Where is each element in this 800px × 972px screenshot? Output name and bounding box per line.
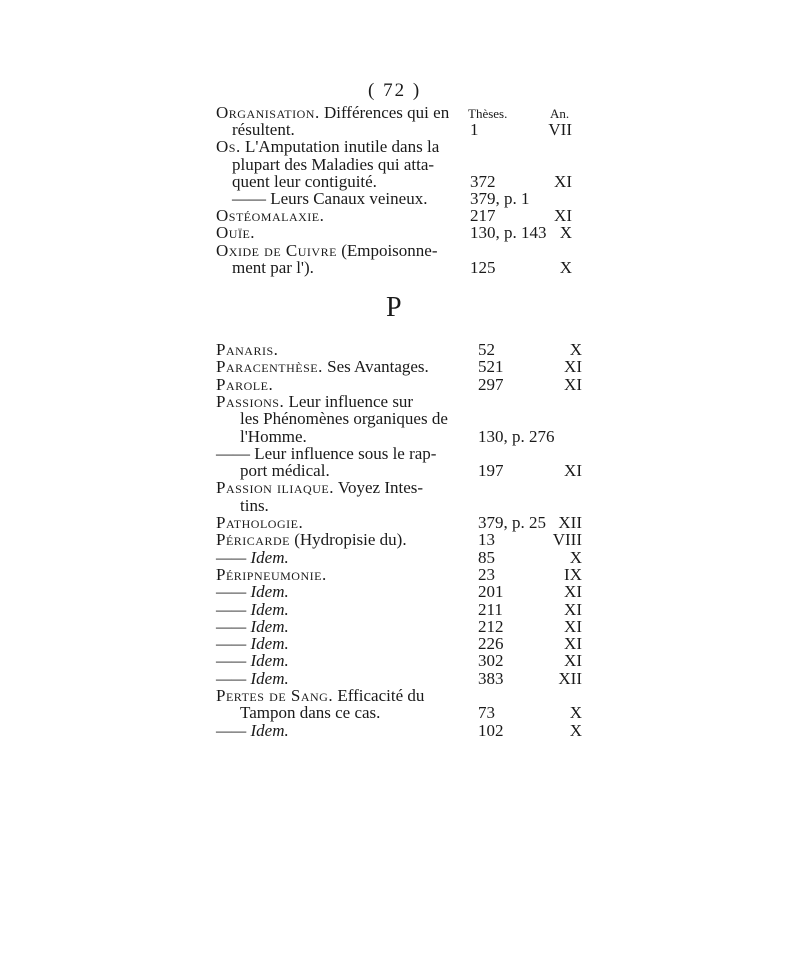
entry-text: —— Idem. bbox=[216, 582, 289, 602]
entry-volume: X bbox=[569, 703, 582, 723]
entry-thesis-number: 130, p. 276 bbox=[478, 426, 555, 446]
entry-thesis-number: 211 bbox=[478, 599, 503, 619]
entry-volume: IX bbox=[564, 564, 582, 584]
entry-text: L'Amputation inutile dans la bbox=[240, 137, 440, 157]
entry-volume: XI bbox=[564, 357, 582, 377]
entry-heading: Panaris. bbox=[216, 340, 279, 359]
entry-volume: XI bbox=[554, 206, 572, 226]
entry-thesis-number: 125 bbox=[470, 257, 496, 277]
entry-volume: XI bbox=[564, 374, 582, 394]
entry-thesis-number: 1 bbox=[470, 120, 479, 140]
column-header-an: An. bbox=[550, 106, 570, 121]
entry-text: —— Idem. bbox=[216, 547, 289, 567]
entry-thesis-number: 226 bbox=[478, 634, 504, 654]
entry-text: port médical. bbox=[240, 461, 330, 481]
entry-volume: X bbox=[569, 720, 582, 740]
entry-label bbox=[232, 258, 314, 278]
entry-heading: Ostéomalaxie. bbox=[216, 206, 325, 226]
index-entry bbox=[0, 721, 800, 741]
entry-label bbox=[216, 721, 289, 741]
entry-text: quent leur contiguité. bbox=[232, 171, 377, 191]
entry-text: les Phénomènes organiques de bbox=[240, 409, 448, 429]
entry-volume: X bbox=[569, 547, 582, 567]
entry-text: Leur influence sur bbox=[284, 391, 414, 411]
entry-volume: X bbox=[569, 340, 582, 359]
entry-text: (Hydropisie du). bbox=[289, 530, 407, 550]
entry-heading: Oxide de Cuivre bbox=[216, 240, 337, 260]
entry-text: Efficacité du bbox=[333, 686, 425, 705]
entry-thesis-number: 13 bbox=[478, 530, 495, 550]
entry-text: Tampon dans ce cas. bbox=[240, 703, 381, 723]
entry-thesis-number: 73 bbox=[478, 703, 495, 723]
entry-heading: Pathologie. bbox=[216, 513, 304, 532]
entry-heading: Organisation. bbox=[216, 103, 320, 122]
entry-heading: Péripneumonie. bbox=[216, 564, 327, 584]
entry-volume: X bbox=[559, 223, 572, 243]
entry-thesis-number: 212 bbox=[478, 616, 504, 636]
entry-thesis-number: 85 bbox=[478, 547, 495, 567]
entry-thesis-number: 297 bbox=[478, 374, 504, 394]
entry-heading: Parole. bbox=[216, 374, 274, 394]
entry-thesis-number: 102 bbox=[478, 720, 504, 740]
column-header-theses: Thèses. bbox=[468, 106, 508, 121]
entry-thesis-number: 302 bbox=[478, 651, 504, 671]
entry-thesis-number: 379, p. 25 bbox=[478, 513, 546, 532]
entry-text: —— Leurs Canaux veineux. bbox=[232, 189, 428, 208]
entry-volume: XI bbox=[554, 171, 572, 191]
entry-volume: X bbox=[559, 257, 572, 277]
entry-thesis-number: 130, p. 143 bbox=[470, 223, 547, 243]
entry-volume: XII bbox=[558, 668, 582, 688]
entry-text: plupart des Maladies qui atta- bbox=[232, 154, 435, 174]
entry-heading: Passion iliaque. bbox=[216, 478, 334, 498]
entry-text: —— Idem. bbox=[216, 599, 289, 619]
entry-thesis-number: 379, p. 1 bbox=[470, 189, 530, 208]
entry-text: —— Idem. bbox=[216, 616, 289, 636]
entry-text: —— Leur influence sous le rap- bbox=[216, 443, 437, 463]
entry-text: (Empoisonne- bbox=[336, 240, 438, 260]
entry-volume: XI bbox=[564, 582, 582, 602]
entry-text: Voyez Intes- bbox=[333, 478, 424, 498]
entry-volume: VII bbox=[548, 120, 572, 140]
entry-heading: Ouïe. bbox=[216, 223, 256, 243]
section-letter: P bbox=[386, 292, 402, 323]
entry-volume: XI bbox=[564, 461, 582, 481]
entry-text: résultent. bbox=[232, 120, 295, 140]
entry-thesis-number: 217 bbox=[470, 206, 496, 226]
entry-volume: XII bbox=[558, 513, 582, 532]
entry-volume: XI bbox=[564, 651, 582, 671]
entry-text: —— Idem. bbox=[216, 634, 289, 654]
entry-thesis-number: 521 bbox=[478, 357, 504, 377]
entry-heading: Paracenthèse. bbox=[216, 357, 323, 377]
entry-text: —— Idem. bbox=[216, 651, 289, 671]
entry-text: tins. bbox=[240, 495, 269, 515]
entry-text: ment par l'). bbox=[232, 257, 314, 277]
page-number: ( 72 ) bbox=[368, 80, 422, 101]
entry-heading: Péricarde bbox=[216, 530, 290, 550]
entry-thesis-number: 52 bbox=[478, 340, 495, 359]
index-entry bbox=[0, 258, 800, 278]
entry-thesis-number: 201 bbox=[478, 582, 504, 602]
entry-heading: Passions. bbox=[216, 391, 285, 411]
entry-thesis-number: 197 bbox=[478, 461, 504, 481]
entry-volume: VIII bbox=[552, 530, 582, 550]
entry-text: —— Idem. bbox=[216, 720, 289, 740]
entry-text: —— Idem. bbox=[216, 668, 289, 688]
entry-volume: XI bbox=[564, 616, 582, 636]
entry-text: Ses Avantages. bbox=[322, 357, 429, 377]
entry-thesis-number: 23 bbox=[478, 564, 495, 584]
entry-volume: XI bbox=[564, 599, 582, 619]
entry-heading: Os. bbox=[216, 137, 241, 157]
entry-text: Différences qui en bbox=[319, 103, 450, 122]
entry-heading: Pertes de Sang. bbox=[216, 686, 334, 705]
entry-text: l'Homme. bbox=[240, 426, 307, 446]
entry-thesis-number: 383 bbox=[478, 668, 504, 688]
entry-volume: XI bbox=[564, 634, 582, 654]
entry-thesis-number: 372 bbox=[470, 171, 496, 191]
